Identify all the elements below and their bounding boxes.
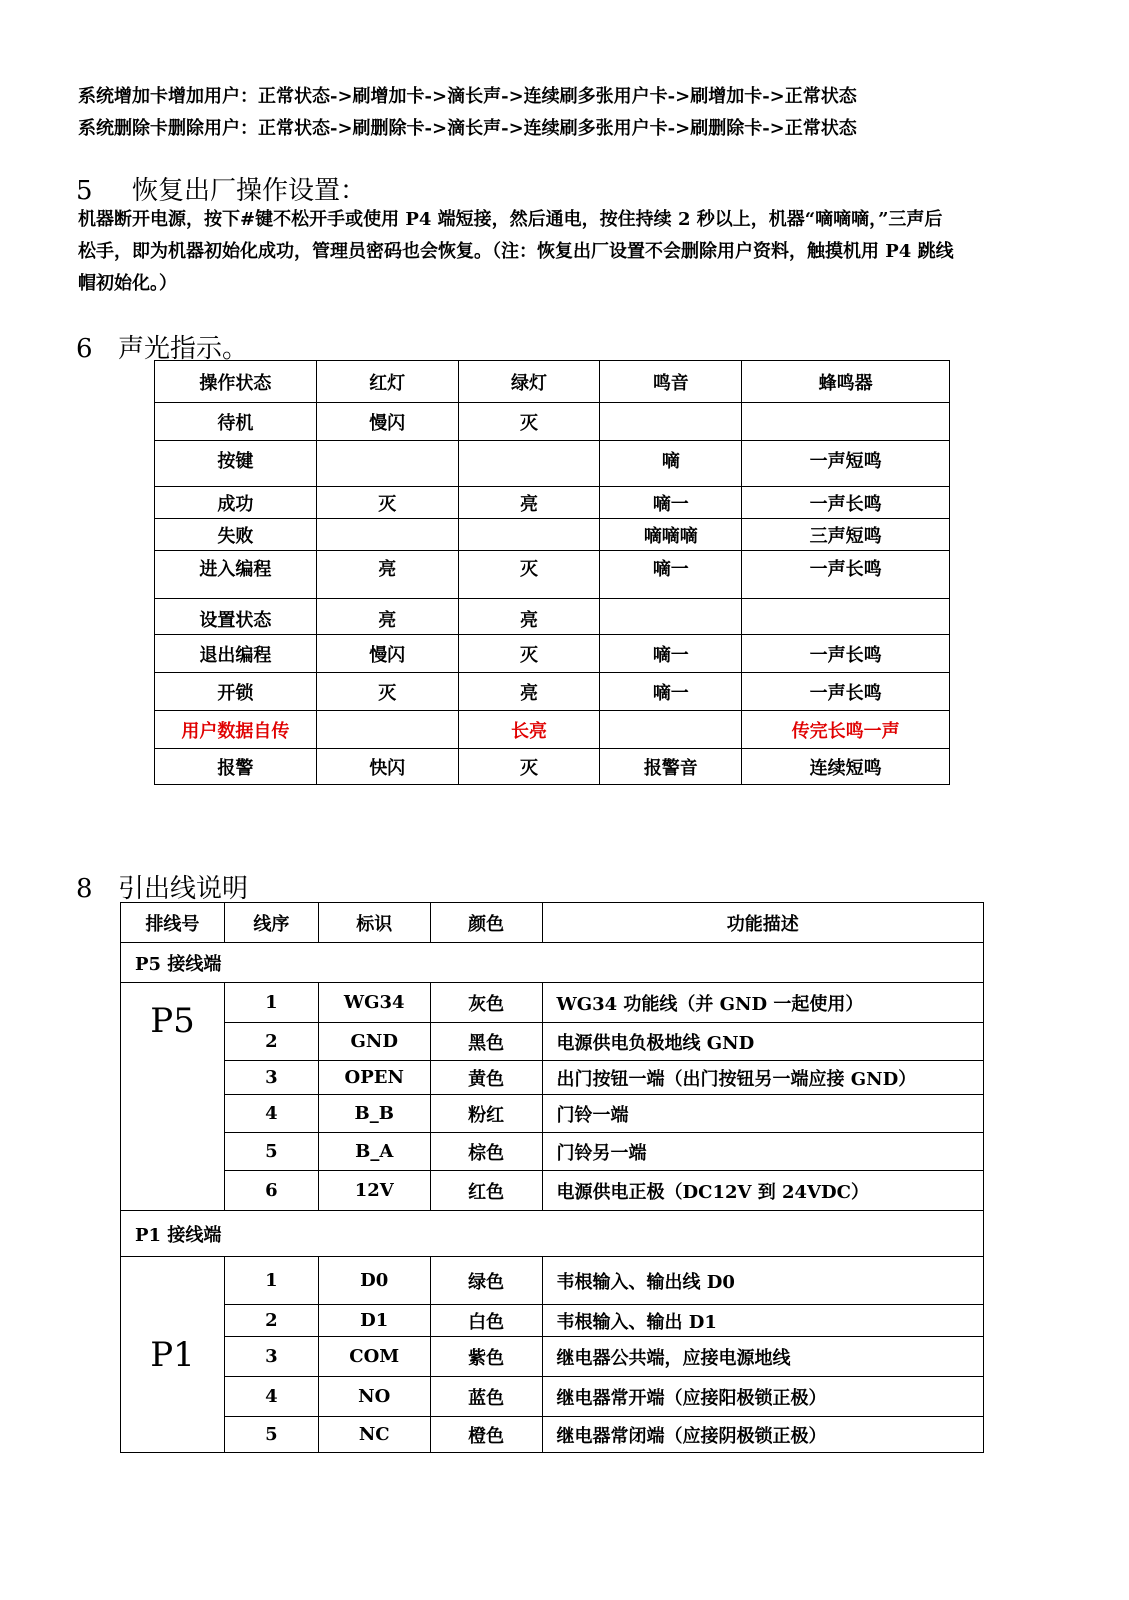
section-number: 5 — [76, 176, 93, 206]
table-cell: 一声长鸣 — [742, 635, 950, 673]
table-cell: 成功 — [155, 487, 317, 519]
table-cell: OPEN — [318, 1061, 430, 1095]
table-cell: 报警音 — [600, 749, 742, 785]
table-cell: D1 — [318, 1305, 430, 1337]
table-cell — [458, 519, 600, 551]
table-cell: 门铃一端 — [542, 1095, 983, 1133]
section-number: 6 — [76, 334, 93, 364]
table-cell: WG34 — [318, 983, 430, 1023]
header-cell: 红灯 — [316, 361, 458, 403]
light-sound-table — [154, 360, 950, 785]
connector-label-p5: P5 — [121, 983, 225, 1211]
intro-line-add: 系统增加卡增加用户：正常状态->刷增加卡->滴长声->连续刷多张用户卡->刷增加卡->正常状态 — [78, 86, 857, 107]
table-cell: 5 — [224, 1417, 318, 1453]
table-cell: 2 — [224, 1023, 318, 1061]
table-cell: 传完长鸣一声 — [742, 711, 950, 749]
table-row — [155, 599, 950, 635]
table-cell: WG34 功能线（并 GND 一起使用） — [542, 983, 983, 1023]
section-5-heading — [76, 170, 366, 207]
table-row — [121, 1133, 984, 1171]
table-cell: 继电器常闭端（应接阴极锁正极） — [542, 1417, 983, 1453]
table-cell: 一声长鸣 — [742, 551, 950, 599]
table-cell: 嘀一 — [600, 635, 742, 673]
table-row — [121, 1337, 984, 1377]
group-row — [121, 943, 984, 983]
table-cell: 亮 — [458, 487, 600, 519]
section-5-paragraph — [78, 204, 1058, 300]
table-cell: 灭 — [458, 749, 600, 785]
table-cell: 门铃另一端 — [542, 1133, 983, 1171]
table-cell: 粉红 — [430, 1095, 542, 1133]
table-cell: 嘀一 — [600, 487, 742, 519]
table-cell: 灭 — [316, 487, 458, 519]
header-cell: 操作状态 — [155, 361, 317, 403]
table-row — [155, 749, 950, 785]
table-cell: 电源供电正极（DC12V 到 24VDC） — [542, 1171, 983, 1211]
table-cell: 2 — [224, 1305, 318, 1337]
table-row — [155, 673, 950, 711]
table-row — [121, 1305, 984, 1337]
table-cell: 1 — [224, 983, 318, 1023]
table-cell: 蓝色 — [430, 1377, 542, 1417]
group-row — [121, 1211, 984, 1257]
table-cell — [316, 441, 458, 487]
header-cell: 蜂鸣器 — [742, 361, 950, 403]
table-cell: NC — [318, 1417, 430, 1453]
table-cell — [600, 711, 742, 749]
table-cell: 退出编程 — [155, 635, 317, 673]
section-8-heading — [76, 868, 248, 905]
table-row — [155, 519, 950, 551]
table-row — [121, 1377, 984, 1417]
table-cell: 按键 — [155, 441, 317, 487]
table-row — [121, 983, 984, 1023]
table-cell: 电源供电负极地线 GND — [542, 1023, 983, 1061]
header-cell: 颜色 — [430, 903, 542, 943]
table-cell: GND — [318, 1023, 430, 1061]
table-cell: 黄色 — [430, 1061, 542, 1095]
table-cell: 一声长鸣 — [742, 487, 950, 519]
paragraph-line: 松手，即为机器初始化成功，管理员密码也会恢复。（注：恢复出厂设置不会删除用户资料，触摸机用 P4 跳线 — [78, 241, 954, 262]
table-cell: 长亮 — [458, 711, 600, 749]
table-row — [121, 1023, 984, 1061]
table-cell: 一声长鸣 — [742, 673, 950, 711]
table-cell — [600, 599, 742, 635]
table-cell: 灭 — [458, 403, 600, 441]
table-cell — [316, 711, 458, 749]
table-cell — [742, 403, 950, 441]
table-header-row — [121, 903, 984, 943]
table-cell: 进入编程 — [155, 551, 317, 599]
table-cell: 开锁 — [155, 673, 317, 711]
table-cell — [600, 403, 742, 441]
table-cell — [742, 599, 950, 635]
intro-line-delete: 系统删除卡删除用户：正常状态->刷删除卡->滴长声->连续刷多张用户卡->刷删除卡->正常状态 — [78, 118, 857, 139]
table-cell: 设置状态 — [155, 599, 317, 635]
table-cell: 3 — [224, 1337, 318, 1377]
section-title: 恢复出厂操作设置： — [132, 176, 367, 206]
header-cell: 绿灯 — [458, 361, 600, 403]
group-label: P5 接线端 — [121, 943, 984, 983]
table-cell: 4 — [224, 1095, 318, 1133]
table-row — [121, 1095, 984, 1133]
table-cell: 嘀嘀嘀 — [600, 519, 742, 551]
table-row — [121, 1257, 984, 1305]
table-cell: B_A — [318, 1133, 430, 1171]
table-cell: 灭 — [316, 673, 458, 711]
table-cell — [316, 519, 458, 551]
group-label: P1 接线端 — [121, 1211, 984, 1257]
table-cell: 待机 — [155, 403, 317, 441]
table-cell: 亮 — [316, 551, 458, 599]
table-cell: B_B — [318, 1095, 430, 1133]
table-cell: 1 — [224, 1257, 318, 1305]
table-row — [121, 1061, 984, 1095]
table-cell: 嘀一 — [600, 673, 742, 711]
table-cell: 用户数据自传 — [155, 711, 317, 749]
table-row-highlight — [155, 711, 950, 749]
table-cell: 继电器常开端（应接阳极锁正极） — [542, 1377, 983, 1417]
table-cell: 3 — [224, 1061, 318, 1095]
table-header-row — [155, 361, 950, 403]
table-cell: 6 — [224, 1171, 318, 1211]
table-cell — [458, 441, 600, 487]
section-number: 8 — [76, 874, 93, 904]
table-cell: 继电器公共端，应接电源地线 — [542, 1337, 983, 1377]
table-cell: 慢闪 — [316, 403, 458, 441]
table-cell: 黑色 — [430, 1023, 542, 1061]
header-cell: 功能描述 — [542, 903, 983, 943]
table-cell: 5 — [224, 1133, 318, 1171]
table-row — [121, 1417, 984, 1453]
table-row — [155, 441, 950, 487]
header-cell: 线序 — [224, 903, 318, 943]
table-cell: 亮 — [458, 599, 600, 635]
header-cell: 排线号 — [121, 903, 225, 943]
connector-label-p1: P1 — [121, 1257, 225, 1453]
table-cell: 嘀 — [600, 441, 742, 487]
section-title: 引出线说明 — [118, 874, 249, 904]
table-row — [121, 1171, 984, 1211]
table-cell: 红色 — [430, 1171, 542, 1211]
table-cell: 连续短鸣 — [742, 749, 950, 785]
header-cell: 标识 — [318, 903, 430, 943]
header-cell: 鸣音 — [600, 361, 742, 403]
wiring-table — [120, 902, 984, 1453]
table-cell: COM — [318, 1337, 430, 1377]
table-cell: 12V — [318, 1171, 430, 1211]
table-cell: 灭 — [458, 551, 600, 599]
table-cell: 亮 — [458, 673, 600, 711]
table-cell: 慢闪 — [316, 635, 458, 673]
section-title: 声光指示。 — [118, 334, 249, 364]
table-cell: 灰色 — [430, 983, 542, 1023]
table-cell: 灭 — [458, 635, 600, 673]
table-cell: 棕色 — [430, 1133, 542, 1171]
table-cell: 亮 — [316, 599, 458, 635]
table-cell: 嘀一 — [600, 551, 742, 599]
table-cell: 三声短鸣 — [742, 519, 950, 551]
table-cell: NO — [318, 1377, 430, 1417]
table-cell: 快闪 — [316, 749, 458, 785]
table-row — [155, 551, 950, 599]
table-cell: D0 — [318, 1257, 430, 1305]
table-cell: 一声短鸣 — [742, 441, 950, 487]
table-cell: 紫色 — [430, 1337, 542, 1377]
table-row — [155, 487, 950, 519]
paragraph-line: 帽初始化。） — [78, 273, 177, 294]
table-cell: 韦根输入、输出 D1 — [542, 1305, 983, 1337]
table-cell: 韦根输入、输出线 D0 — [542, 1257, 983, 1305]
table-cell: 失败 — [155, 519, 317, 551]
table-cell: 报警 — [155, 749, 317, 785]
table-cell: 橙色 — [430, 1417, 542, 1453]
table-cell: 出门按钮一端（出门按钮另一端应接 GND） — [542, 1061, 983, 1095]
table-row — [155, 403, 950, 441]
table-cell: 4 — [224, 1377, 318, 1417]
table-cell: 白色 — [430, 1305, 542, 1337]
paragraph-line: 机器断开电源，按下#键不松开手或使用 P4 端短接，然后通电，按住持续 2 秒以上，机器“嘀嘀嘀，”三声后 — [78, 209, 943, 230]
table-row — [155, 635, 950, 673]
table-cell: 绿色 — [430, 1257, 542, 1305]
